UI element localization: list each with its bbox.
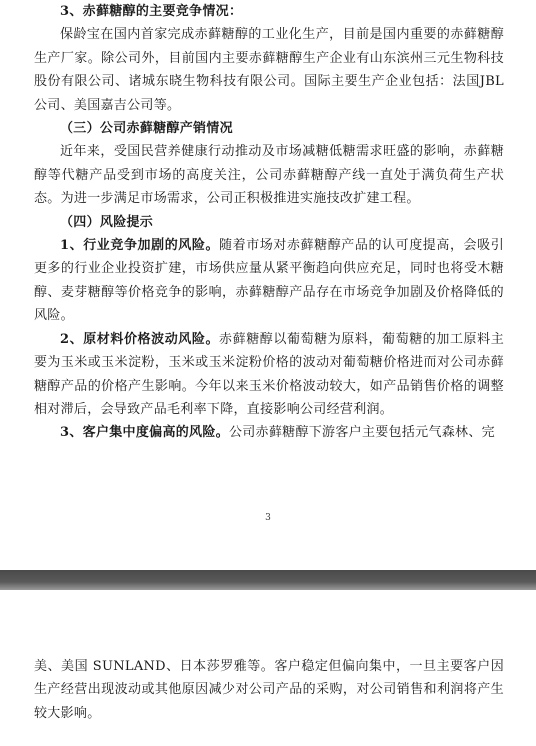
risk-three-title: 3、客户集中度偏高的风险。	[60, 425, 229, 441]
section-three-title: （三）公司赤藓糖醇产销情况	[60, 121, 233, 137]
page-2-content	[34, 655, 504, 725]
page-1-content	[34, 0, 504, 445]
risk-three-continued: 美、美国 SUNLAND、日本莎罗雅等。客户稳定但偏向集中，一旦主要客户因生产经营出现波动或其他原因减少对公司产品的采购，对公司销售和利润将产生较大影响。	[34, 659, 504, 721]
risk-three-paragraph	[34, 421, 504, 444]
page-number: 3	[265, 513, 271, 523]
risk-three-text: 公司赤藓糖醇下游客户主要包括元气森林、完	[228, 425, 495, 441]
competition-heading: 3、赤藓糖醇的主要竞争情况：	[60, 4, 243, 19]
risk-two-paragraph	[34, 328, 504, 422]
sales-paragraph: 近年来，受国民营养健康行动推动及市场减糖低糖需求旺盛的影响，赤藓糖醇等代糖产品受到市场的高度关注，公司赤藓糖醇产线一直处于满负荷生产状态。为进一步满足市场需求，公司正积极推进实施技改扩建工程。	[34, 144, 504, 207]
section-four-title: （四）风险提示	[60, 214, 154, 230]
risk-one-text: 随着市场对赤藓糖醇产品的认可度提高，会吸引更多的行业企业投资扩建，市场供应量从紧平衡趋向供应充足，同时也将受木糖醇、麦芽糖醇等价格竞争的影响，赤藓糖醇产品存在市场竞争加剧及价格降低的风险。	[34, 238, 504, 324]
risk-two-text: 赤藓糖醇以葡萄糖为原料，葡萄糖的加工原料主要为玉米或玉米淀粉，玉米或玉米淀粉价格的波动对葡萄糖价格进而对公司赤藓糖醇产品的价格产生影响。今年以来玉米价格波动较大，如产品销售价格的调整相对滞后，会导致产品毛利率下降，直接影响公司经营利润。	[34, 331, 504, 417]
document-page-2	[0, 590, 536, 746]
risk-two-title: 2、原材料价格波动风险。	[60, 331, 220, 347]
risk-one-title: 1、行业竞争加剧的风险。	[60, 238, 220, 254]
competition-paragraph: 保龄宝在国内首家完成赤藓糖醇的工业化生产，目前是国内重要的赤藓糖醇生产厂家。除公司外，目前国内主要赤藓糖醇生产企业有山东滨州三元生物科技股份有限公司、诸城东晓生物科技有限公司。国际主要生产企业包括：法国JBL公司、美国嘉吉公司等。	[34, 27, 504, 113]
risk-one-paragraph	[34, 234, 504, 328]
page-separator	[0, 570, 536, 590]
